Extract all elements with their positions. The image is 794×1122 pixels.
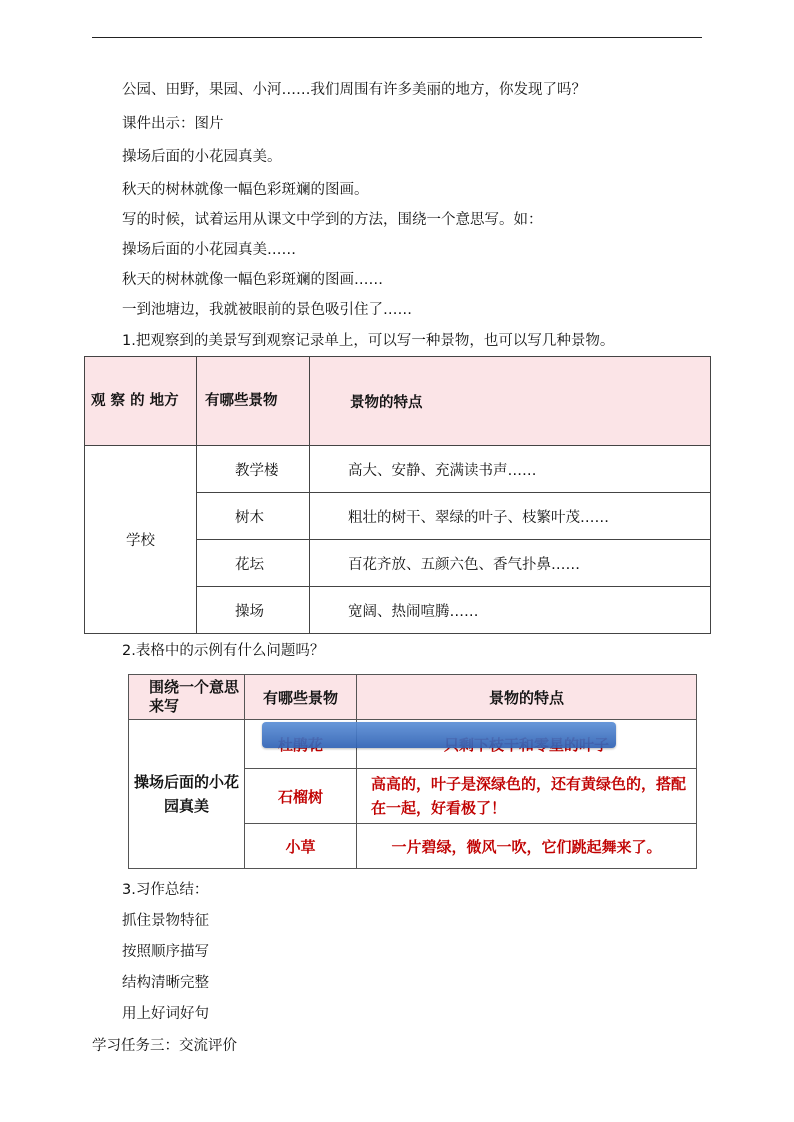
intro-line: 公园、田野，果园、小河……我们周围有许多美丽的地方，你发现了吗？: [122, 82, 586, 98]
task-3-heading: 学习任务三：交流评价: [92, 1038, 237, 1054]
scenery-cell: 教学楼: [197, 446, 310, 493]
observation-table: [84, 356, 711, 634]
example-table: [128, 674, 697, 869]
feature-cell: 高高的，叶子是深绿色的，还有黄绿色的，搭配在一起，好看极了！: [357, 769, 697, 824]
place-cell: 学校: [85, 446, 197, 634]
theme-cell: 操场后面的小花园真美: [129, 720, 245, 869]
header-rule: [92, 37, 702, 38]
table-header-row: [85, 357, 711, 446]
summary-item: 按照顺序描写: [122, 944, 209, 960]
scenery-cell: 石榴树: [245, 769, 357, 824]
highlight-bar: [262, 722, 616, 748]
header-feature: 景物的特点: [357, 675, 697, 720]
header-scenery: 有哪些景物: [245, 675, 357, 720]
question-2: 2.表格中的示例有什么问题吗？: [122, 643, 325, 659]
feature-cell: 粗壮的树干、翠绿的叶子、枝繁叶茂……: [310, 493, 711, 540]
header-scenery: 有哪些景物: [197, 357, 310, 446]
scenery-cell: 花坛: [197, 540, 310, 587]
intro-line: 操场后面的小花园真美。: [122, 149, 282, 165]
feature-cell: 一片碧绿，微风一吹，它们跳起舞来了。: [357, 824, 697, 869]
feature-cell: 高大、安静、充满读书声……: [310, 446, 711, 493]
header-place: 观 察 的 地方: [85, 357, 197, 446]
table-header-row: [129, 675, 697, 720]
summary-title: 3.习作总结：: [122, 882, 209, 898]
feature-cell: 宽阔、热闹喧腾……: [310, 587, 711, 634]
scenery-cell: 操场: [197, 587, 310, 634]
feature-cell: 百花齐放、五颜六色、香气扑鼻……: [310, 540, 711, 587]
question-1: 1.把观察到的美景写到观察记录单上，可以写一种景物，也可以写几种景物。: [122, 333, 615, 349]
intro-line: 秋天的树林就像一幅色彩斑斓的图画……: [122, 272, 383, 288]
table-row: [85, 446, 711, 493]
scenery-cell: 小草: [245, 824, 357, 869]
summary-item: 抓住景物特征: [122, 913, 209, 929]
intro-line: 一到池塘边，我就被眼前的景色吸引住了……: [122, 302, 412, 318]
intro-line: 操场后面的小花园真美……: [122, 242, 296, 258]
intro-line: 课件出示：图片: [122, 116, 224, 132]
summary-item: 结构清晰完整: [122, 975, 209, 991]
header-feature: 景物的特点: [310, 357, 711, 446]
scenery-cell: 树木: [197, 493, 310, 540]
header-theme: 围绕一个意思来写: [129, 675, 245, 720]
intro-line: 写的时候，试着运用从课文中学到的方法，围绕一个意思写。如：: [122, 212, 543, 228]
intro-line: 秋天的树林就像一幅色彩斑斓的图画。: [122, 182, 369, 198]
summary-item: 用上好词好句: [122, 1006, 209, 1022]
